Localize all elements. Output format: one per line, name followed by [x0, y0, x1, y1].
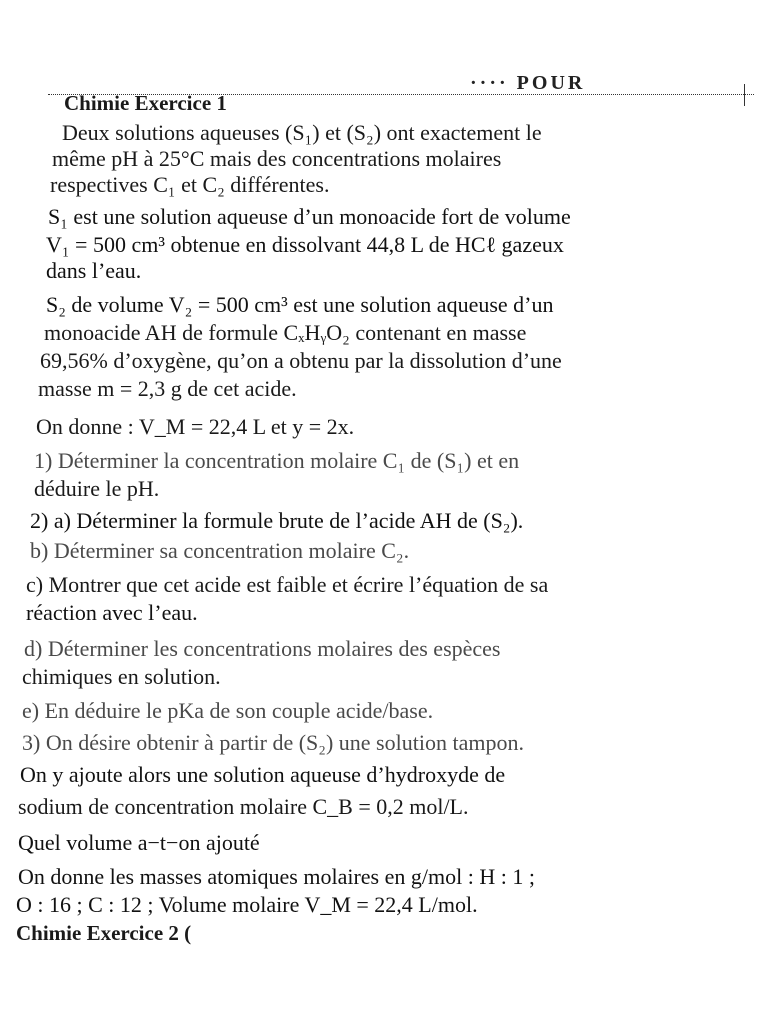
text-line: chimiques en solution.: [22, 664, 221, 689]
question-2b: b) Déterminer sa concentration molaire C₂.: [30, 538, 410, 563]
text-line: Quel volume a−t−on ajouté: [18, 830, 260, 855]
text-line: sodium de concentration molaire C_B = 0,2 mol/L.: [18, 794, 469, 819]
question-3: 3) On désire obtenir à partir de (S₂) une solution tampon.: [22, 730, 524, 755]
text-line: déduire le pH.: [34, 476, 160, 501]
text-line: même pH à 25°C mais des concentrations molaires: [52, 146, 502, 171]
text-line: dans l’eau.: [46, 258, 142, 283]
text-line: monoacide AH de formule CₓHᵧO₂ contenant en masse: [44, 320, 527, 345]
text-line: respectives C₁ et C₂ différentes.: [50, 172, 330, 197]
header-fragment: ···· POUR: [470, 72, 586, 94]
text-line: masse m = 2,3 g de cet acide.: [38, 376, 297, 401]
question-1: 1) Déterminer la concentration molaire C₁ de (S₁) et en: [34, 448, 520, 473]
next-exercise-title: Chimie Exercice 2 (: [16, 921, 192, 945]
header-rule-end: [744, 84, 745, 106]
text-line: On donne : V_M = 22,4 L et y = 2x.: [36, 414, 355, 439]
exercise-title: Chimie Exercice 1: [64, 91, 227, 115]
text-line: On y ajoute alors une solution aqueuse d’hydroxyde de: [20, 762, 506, 787]
text-line: réaction avec l’eau.: [26, 600, 198, 625]
question-2d: d) Déterminer les concentrations molaires des espèces: [24, 636, 501, 661]
question-2e: e) En déduire le pKa de son couple acide/base.: [22, 698, 434, 723]
text-line: V₁ = 500 cm³ obtenue en dissolvant 44,8 L de HCℓ gazeux: [46, 232, 564, 257]
text-line: 69,56% d’oxygène, qu’on a obtenu par la dissolution d’une: [40, 348, 562, 373]
question-2a: 2) a) Déterminer la formule brute de l’acide AH de (S₂).: [30, 508, 524, 533]
given-data-line: On donne les masses atomiques molaires en g/mol : H : 1 ;: [18, 864, 535, 889]
text-line: Deux solutions aqueuses (S₁) et (S₂) ont exactement le: [62, 120, 542, 145]
question-2c: c) Montrer que cet acide est faible et écrire l’équation de sa: [26, 572, 549, 597]
given-data-line: O : 16 ; C : 12 ; Volume molaire V_M = 22,4 L/mol.: [16, 892, 478, 917]
text-line: S₁ est une solution aqueuse d’un monoacide fort de volume: [48, 204, 571, 229]
text-line: S₂ de volume V₂ = 500 cm³ est une solution aqueuse d’un: [46, 292, 554, 317]
